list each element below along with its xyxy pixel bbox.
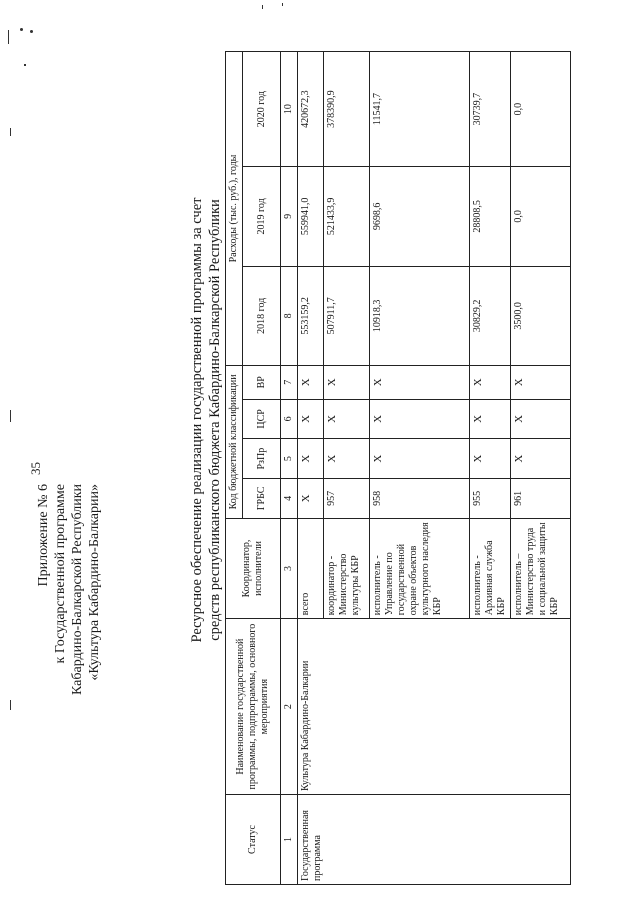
col-number: 6 [281, 399, 298, 439]
rzpr-cell: X [370, 439, 470, 479]
col-number: 4 [281, 479, 298, 519]
header-status: Статус [226, 795, 281, 885]
rzpr-cell: X [324, 439, 370, 479]
coordinator-cell: исполнитель - Управление по государственной охране объектов культурного наследия КБР [370, 518, 470, 618]
header-row [226, 52, 243, 885]
header-2020: 2020 год [243, 52, 281, 167]
grbs-cell: 961 [511, 479, 571, 519]
vr-cell: X [470, 366, 511, 400]
col-number: 8 [281, 266, 298, 365]
title-line: Ресурсное обеспечение реализации государственной программы за счет [189, 197, 205, 643]
table-row [298, 52, 324, 885]
vr-cell: X [511, 366, 571, 400]
vr-cell: X [324, 366, 370, 400]
grbs-cell: 957 [324, 479, 370, 519]
y2019-cell: 521433,9 [324, 167, 370, 266]
y2020-cell: 0,0 [511, 52, 571, 167]
rzpr-cell: X [470, 439, 511, 479]
y2020-cell: 420672,3 [298, 52, 324, 167]
header-rzpr: РзПр [243, 439, 281, 479]
coordinator-cell: координатор - Министерство культуры КБР [324, 518, 370, 618]
resource-table [225, 51, 571, 885]
header-2019: 2019 год [243, 167, 281, 266]
y2020-cell: 378390,9 [324, 52, 370, 167]
grbs-cell: X [298, 479, 324, 519]
header-vr: ВР [243, 366, 281, 400]
col-number: 2 [281, 619, 298, 795]
csr-cell: X [511, 399, 571, 439]
y2020-cell: 30739,7 [470, 52, 511, 167]
col-number: 7 [281, 366, 298, 400]
coordinator-cell: всего [298, 518, 324, 618]
appendix-line: Кабардино-Балкарской Республики [70, 484, 85, 695]
vr-cell: X [298, 366, 324, 400]
appendix-line: к Государственной программе [53, 484, 68, 664]
y2018-cell: 10918,3 [370, 266, 470, 365]
vr-cell: X [370, 366, 470, 400]
y2019-cell: 9698,6 [370, 167, 470, 266]
coordinator-cell: исполнитель – Министерство труда и социальной защиты КБР [511, 518, 571, 618]
csr-cell: X [324, 399, 370, 439]
y2020-cell: 11541,7 [370, 52, 470, 167]
y2018-cell: 507911,7 [324, 266, 370, 365]
y2018-cell: 553159,2 [298, 266, 324, 365]
col-number: 1 [281, 795, 298, 885]
rzpr-cell: X [298, 439, 324, 479]
document-title [188, 140, 224, 700]
header-2018: 2018 год [243, 266, 281, 365]
program-name-cell: Культура Кабардино-Балкарии [298, 619, 571, 795]
appendix-header [35, 484, 103, 884]
rzpr-cell: X [511, 439, 571, 479]
col-number: 10 [281, 52, 298, 167]
csr-cell: X [298, 399, 324, 439]
header-csr: ЦСР [243, 399, 281, 439]
header-budget-code: Код бюджетной классификации [226, 366, 243, 519]
csr-cell: X [470, 399, 511, 439]
column-number-row [281, 52, 298, 885]
header-name: Наименование государственной программы, подпрограммы, основного мероприятия [226, 619, 281, 795]
header-expenses: Расходы (тыс. руб.), годы [226, 52, 243, 366]
col-number: 3 [281, 518, 298, 618]
y2018-cell: 3500,0 [511, 266, 571, 365]
title-line: средств республиканского бюджета Кабардино-Балкарской Республики [207, 199, 223, 641]
grbs-cell: 958 [370, 479, 470, 519]
y2019-cell: 0,0 [511, 167, 571, 266]
status-cell: Государственная программа [298, 795, 571, 885]
col-number: 5 [281, 439, 298, 479]
grbs-cell: 955 [470, 479, 511, 519]
csr-cell: X [370, 399, 470, 439]
header-coordinator: Координатор, исполнители [226, 518, 281, 618]
coordinator-cell: исполнитель - Архивная служба КБР [470, 518, 511, 618]
y2019-cell: 559941,0 [298, 167, 324, 266]
appendix-line: «Культура Кабардино-Балкарии» [87, 484, 102, 681]
page-number: 35 [28, 462, 43, 475]
appendix-line: Приложение № 6 [36, 484, 51, 587]
col-number: 9 [281, 167, 298, 266]
y2019-cell: 28808,5 [470, 167, 511, 266]
header-grbs: ГРБС [243, 479, 281, 519]
y2018-cell: 30829,2 [470, 266, 511, 365]
